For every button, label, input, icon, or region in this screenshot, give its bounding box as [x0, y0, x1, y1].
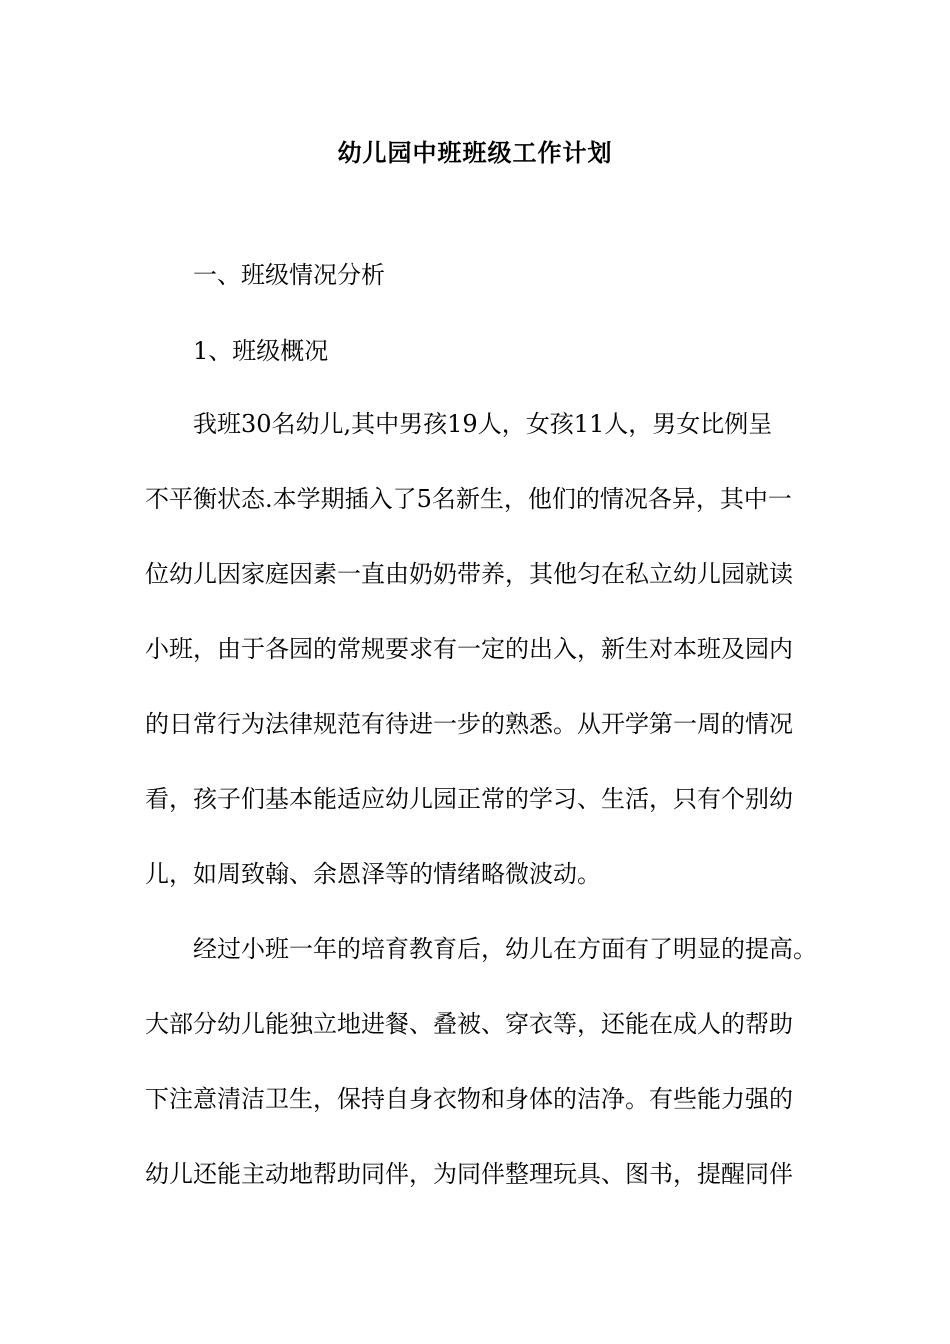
paragraph-1-line: 位幼儿因家庭因素一直由奶奶带养，其他匀在私立幼儿园就读 [145, 560, 793, 588]
section-heading: 一、班级情况分析 [193, 261, 385, 289]
paragraph-2-line: 幼儿还能主动地帮助同伴，为同伴整理玩具、图书，提醒同伴 [145, 1160, 793, 1188]
paragraph-1-line: 不平衡状态.本学期插入了5名新生，他们的情况各异，其中一 [145, 485, 792, 513]
paragraph-1-line: 小班，由于各园的常规要求有一定的出入，新生对本班及园内 [145, 635, 793, 663]
paragraph-1-line: 看，孩子们基本能适应幼儿园正常的学习、生活，只有个别幼 [145, 785, 793, 813]
document-title: 幼儿园中班班级工作计划 [337, 138, 613, 167]
paragraph-2-line: 大部分幼儿能独立地进餐、叠被、穿衣等，还能在成人的帮助 [145, 1010, 793, 1038]
paragraph-1-line: 儿，如周致翰、余恩泽等的情绪略微波动。 [145, 860, 601, 888]
paragraph-1-line: 的日常行为法律规范有待进一步的熟悉。从开学第一周的情况 [145, 710, 793, 738]
paragraph-2-line: 经过小班一年的培育教育后，幼儿在方面有了明显的提高。 [193, 935, 817, 963]
paragraph-1-line: 我班30名幼儿,其中男孩19人，女孩11人，男女比例呈 [193, 410, 773, 438]
subsection-heading: 1、班级概况 [193, 337, 329, 365]
paragraph-2-line: 下注意清洁卫生，保持自身衣物和身体的洁净。有些能力强的 [145, 1085, 793, 1113]
